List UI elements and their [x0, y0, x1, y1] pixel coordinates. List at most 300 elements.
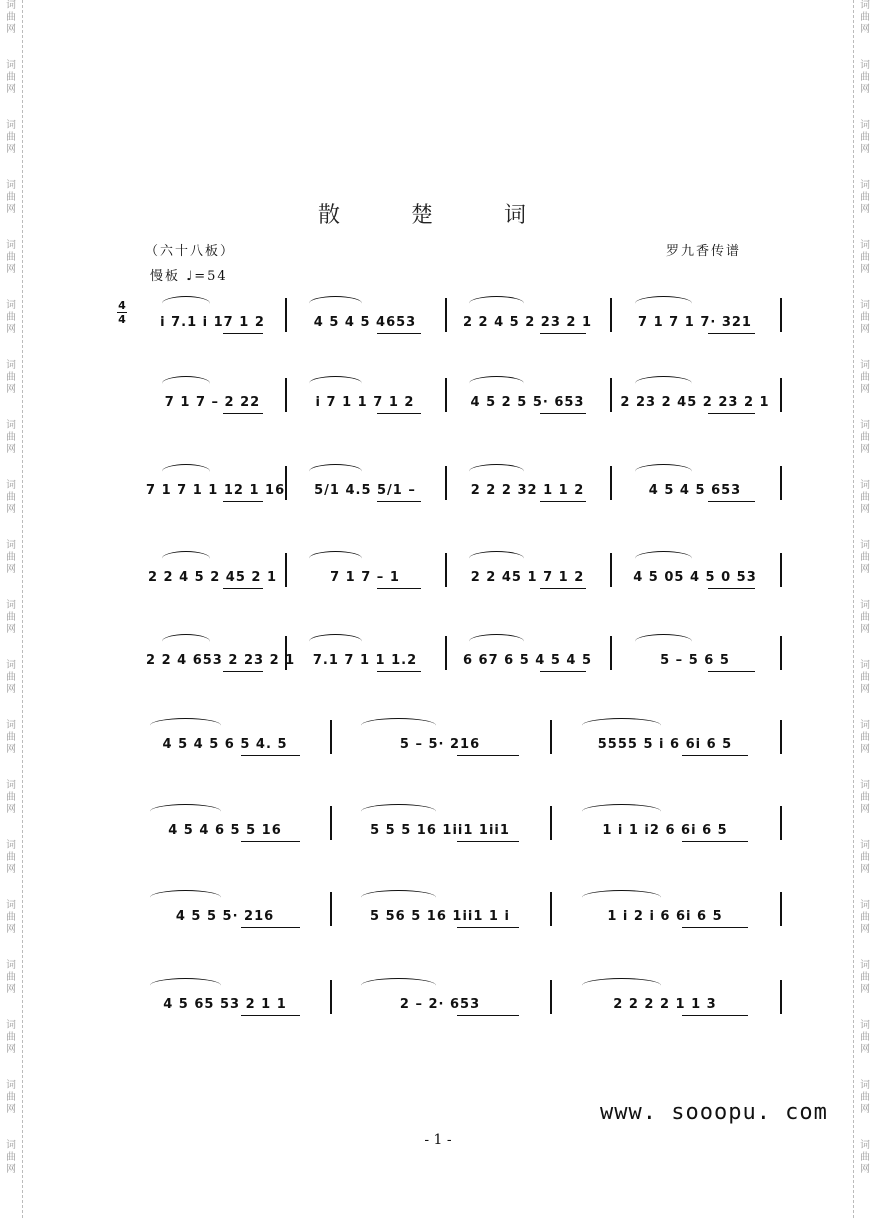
- watermark-char: 曲: [6, 252, 16, 263]
- measure: [336, 972, 544, 1032]
- slur-mark: [162, 464, 210, 479]
- slur-mark: [635, 464, 692, 479]
- watermark-char: 曲: [860, 1152, 870, 1163]
- transmitter-credit: 罗九香传谱: [666, 244, 742, 259]
- beam-underline: [682, 1015, 747, 1016]
- watermark-char: 网: [860, 1164, 870, 1175]
- bar-line: [550, 806, 552, 840]
- slur-mark: [469, 464, 524, 479]
- watermark-char: 曲: [860, 252, 870, 263]
- slur-mark: [150, 718, 221, 733]
- watermark-char: 网: [6, 144, 16, 155]
- watermark-char: 词: [6, 180, 16, 191]
- watermark-char: 词: [6, 240, 16, 251]
- watermark-char: 词: [6, 600, 16, 611]
- watermark-char: 曲: [860, 792, 870, 803]
- slur-mark: [582, 718, 660, 733]
- beam-underline: [708, 413, 755, 414]
- watermark-char: 词: [860, 960, 870, 971]
- watermark-char: 词: [860, 1140, 870, 1151]
- slur-mark: [309, 376, 362, 391]
- watermark-char: 曲: [6, 672, 16, 683]
- beam-underline: [223, 333, 263, 334]
- watermark-char: 曲: [6, 912, 16, 923]
- bar-line: [445, 466, 447, 500]
- watermark-char: 曲: [6, 1032, 16, 1043]
- measure: [556, 712, 774, 772]
- watermark-group: [6, 240, 16, 276]
- watermark-char: 网: [6, 624, 16, 635]
- watermark-char: 网: [860, 504, 870, 515]
- slur-mark: [361, 978, 436, 993]
- watermark-char: 曲: [6, 732, 16, 743]
- slur-mark: [635, 376, 692, 391]
- watermark-char: 网: [860, 24, 870, 35]
- watermark-char: 词: [860, 780, 870, 791]
- bar-line: [610, 298, 612, 332]
- score-row: [0, 370, 876, 436]
- watermark-group: [860, 240, 870, 276]
- watermark-char: 曲: [6, 1152, 16, 1163]
- slur-mark: [150, 804, 221, 819]
- watermark-char: 词: [6, 300, 16, 311]
- slur-mark: [361, 804, 436, 819]
- watermark-char: 曲: [860, 912, 870, 923]
- measure: [336, 712, 544, 772]
- watermark-char: 词: [6, 1080, 16, 1091]
- watermark-char: 网: [860, 204, 870, 215]
- measure-notes: 4 5 2 5 5· 653: [470, 395, 585, 410]
- slur-mark: [635, 551, 692, 566]
- measure: [556, 798, 774, 858]
- measure-notes: 5 – 5 6 5: [660, 653, 730, 668]
- watermark-char: 曲: [860, 972, 870, 983]
- watermark-char: 词: [860, 900, 870, 911]
- watermark-char: 网: [860, 684, 870, 695]
- watermark-char: 网: [6, 744, 16, 755]
- measure: [146, 290, 279, 350]
- watermark-char: 曲: [6, 852, 16, 863]
- watermark-char: 词: [6, 960, 16, 971]
- bar-line: [330, 980, 332, 1014]
- watermark-char: 词: [860, 420, 870, 431]
- watermark-char: 词: [6, 1020, 16, 1031]
- watermark-char: 词: [6, 540, 16, 551]
- beam-underline: [377, 333, 421, 334]
- bar-line: [550, 892, 552, 926]
- watermark-char: 网: [6, 264, 16, 275]
- watermark-char: 网: [860, 564, 870, 575]
- beam-underline: [241, 755, 300, 756]
- beam-underline: [708, 333, 755, 334]
- watermark-char: 曲: [6, 492, 16, 503]
- watermark-char: 网: [860, 144, 870, 155]
- bar-line: [780, 636, 782, 670]
- measure-notes: 7 1 7 – 2 22: [164, 395, 261, 410]
- watermark-char: 词: [860, 660, 870, 671]
- watermark-char: 词: [860, 60, 870, 71]
- watermark-char: 词: [860, 360, 870, 371]
- measure-notes: 1 i 2 i 6 6i 6 5: [607, 909, 723, 924]
- slur-mark: [162, 376, 210, 391]
- slur-mark: [162, 634, 210, 649]
- watermark-char: 曲: [860, 372, 870, 383]
- measure-notes: 4 5 65 53 2 1 1: [163, 997, 287, 1012]
- measure: [146, 628, 296, 688]
- measure: [291, 545, 439, 605]
- measure-notes: 1 i 1 i2 6 6i 6 5: [602, 823, 728, 838]
- bar-line: [610, 636, 612, 670]
- score-row: [0, 290, 876, 356]
- measure: [616, 628, 774, 688]
- slur-mark: [469, 634, 524, 649]
- watermark-char: 曲: [6, 192, 16, 203]
- slur-mark: [309, 464, 362, 479]
- measure: [126, 972, 324, 1032]
- slur-mark: [469, 376, 524, 391]
- bar-line: [780, 466, 782, 500]
- watermark-group: [860, 120, 870, 156]
- measure: [126, 798, 324, 858]
- beam-underline: [457, 927, 519, 928]
- watermark-char: 词: [6, 720, 16, 731]
- measure: [556, 972, 774, 1032]
- measure-notes: 2 2 45 1 7 1 2: [470, 570, 585, 585]
- watermark-char: 曲: [6, 312, 16, 323]
- watermark-char: 曲: [860, 1092, 870, 1103]
- measure: [126, 884, 324, 944]
- beam-underline: [241, 841, 300, 842]
- beam-underline: [223, 413, 263, 414]
- measure-notes: 2 – 2· 653: [399, 997, 481, 1012]
- board-count-label: （六十八板）: [145, 244, 236, 259]
- measure-notes: 2 2 4 5 2 45 2 1: [147, 570, 278, 585]
- measure: [146, 458, 286, 518]
- score-row: [0, 712, 876, 778]
- beam-underline: [377, 413, 421, 414]
- measure: [616, 458, 774, 518]
- watermark-char: 词: [860, 180, 870, 191]
- measure-notes: 2 2 2 2 1 1 3: [613, 997, 717, 1012]
- watermark-char: 网: [6, 324, 16, 335]
- measure-notes: 7 1 7 1 7· 321: [638, 315, 752, 330]
- watermark-char: 网: [860, 864, 870, 875]
- score-title: 散 楚 词: [318, 203, 558, 228]
- slur-mark: [361, 718, 436, 733]
- measure: [556, 884, 774, 944]
- watermark-char: 曲: [6, 972, 16, 983]
- slur-mark: [309, 296, 362, 311]
- measure-notes: 4 5 4 5 653: [648, 483, 742, 498]
- beam-underline: [540, 671, 586, 672]
- bar-line: [285, 553, 287, 587]
- beam-underline: [708, 671, 755, 672]
- watermark-char: 曲: [860, 432, 870, 443]
- watermark-char: 网: [860, 1104, 870, 1115]
- watermark-char: 词: [6, 780, 16, 791]
- measure-notes: 4 5 4 5 6 5 4. 5: [162, 737, 288, 752]
- watermark-char: 曲: [6, 552, 16, 563]
- watermark-char: 词: [860, 1020, 870, 1031]
- bar-line: [445, 378, 447, 412]
- measure-notes: 5 56 5 16 1ii1 1 i: [370, 909, 510, 924]
- measure-notes: 4 5 05 4 5 0 53: [633, 570, 757, 585]
- measure: [451, 370, 604, 430]
- measure: [336, 798, 544, 858]
- watermark-char: 网: [860, 744, 870, 755]
- slur-mark: [309, 551, 362, 566]
- watermark-char: 词: [6, 900, 16, 911]
- measure: [336, 884, 544, 944]
- watermark-char: 网: [860, 1044, 870, 1055]
- slur-mark: [635, 634, 692, 649]
- site-url: www. sooopu. com: [600, 1100, 828, 1125]
- measure-notes: 5 – 5· 216: [399, 737, 481, 752]
- watermark-char: 词: [860, 300, 870, 311]
- measure-notes: i 7 1 1 7 1 2: [315, 395, 415, 410]
- score-row: [0, 628, 876, 694]
- watermark-char: 网: [6, 924, 16, 935]
- slur-mark: [582, 804, 660, 819]
- watermark-char: 网: [860, 624, 870, 635]
- bar-line: [285, 466, 287, 500]
- watermark-group: [860, 1080, 870, 1116]
- measure-notes: 2 2 4 653 2 23 2 1: [146, 653, 296, 668]
- score-row: [0, 458, 876, 524]
- bar-line: [610, 378, 612, 412]
- watermark-char: 网: [6, 84, 16, 95]
- measure-notes: 2 2 2 32 1 1 2: [470, 483, 585, 498]
- measure: [451, 458, 604, 518]
- slur-mark: [469, 296, 524, 311]
- beam-underline: [682, 841, 747, 842]
- watermark-char: 曲: [6, 132, 16, 143]
- bar-line: [780, 378, 782, 412]
- watermark-char: 曲: [6, 792, 16, 803]
- time-signature-bottom: 4: [118, 313, 126, 326]
- measure-notes: 5555 5 i 6 6i 6 5: [597, 737, 733, 752]
- bar-line: [330, 892, 332, 926]
- tempo-marking: 慢板 ♩=54: [150, 269, 228, 284]
- bar-line: [330, 806, 332, 840]
- slur-mark: [162, 551, 210, 566]
- watermark-char: 词: [6, 840, 16, 851]
- watermark-char: 曲: [6, 72, 16, 83]
- slur-mark: [162, 296, 210, 311]
- beam-underline: [223, 588, 263, 589]
- watermark-char: 网: [6, 1044, 16, 1055]
- watermark-char: 网: [860, 84, 870, 95]
- watermark-char: 网: [860, 804, 870, 815]
- beam-underline: [241, 1015, 300, 1016]
- bar-line: [285, 636, 287, 670]
- measure: [146, 545, 279, 605]
- bar-line: [445, 298, 447, 332]
- watermark-char: 曲: [860, 12, 870, 23]
- beam-underline: [223, 501, 263, 502]
- watermark-char: 曲: [860, 552, 870, 563]
- measure-notes: 4 5 4 5 4653: [313, 315, 417, 330]
- measure: [616, 290, 774, 350]
- score-row: [0, 884, 876, 950]
- watermark-char: 曲: [860, 1032, 870, 1043]
- watermark-group: [6, 60, 16, 96]
- watermark-char: 曲: [860, 132, 870, 143]
- measure-notes: 7 1 7 – 1: [330, 570, 400, 585]
- watermark-char: 网: [6, 504, 16, 515]
- watermark-char: 词: [860, 0, 870, 11]
- beam-underline: [540, 413, 586, 414]
- bar-line: [445, 636, 447, 670]
- watermark-char: 词: [6, 1140, 16, 1151]
- measure: [291, 458, 439, 518]
- watermark-group: [860, 0, 870, 36]
- measure: [616, 370, 774, 430]
- watermark-group: [6, 120, 16, 156]
- watermark-char: 网: [860, 444, 870, 455]
- watermark-char: 曲: [6, 12, 16, 23]
- watermark-char: 词: [6, 120, 16, 131]
- bar-line: [330, 720, 332, 754]
- watermark-char: 词: [860, 720, 870, 731]
- watermark-char: 网: [6, 864, 16, 875]
- beam-underline: [457, 841, 519, 842]
- measure: [616, 545, 774, 605]
- watermark-char: 网: [6, 24, 16, 35]
- beam-underline: [708, 501, 755, 502]
- watermark-char: 网: [6, 564, 16, 575]
- watermark-char: 曲: [860, 492, 870, 503]
- slur-mark: [469, 551, 524, 566]
- watermark-char: 曲: [6, 1092, 16, 1103]
- measure-notes: 5 5 5 16 1ii1 1ii1: [370, 823, 510, 838]
- slur-mark: [582, 978, 660, 993]
- beam-underline: [377, 588, 421, 589]
- watermark-char: 词: [6, 60, 16, 71]
- watermark-char: 曲: [860, 192, 870, 203]
- watermark-char: 曲: [6, 432, 16, 443]
- bar-line: [285, 298, 287, 332]
- slur-mark: [309, 634, 362, 649]
- watermark-char: 词: [860, 480, 870, 491]
- bar-line: [610, 553, 612, 587]
- slur-mark: [150, 890, 221, 905]
- slur-mark: [150, 978, 221, 993]
- bar-line: [780, 980, 782, 1014]
- slur-mark: [582, 890, 660, 905]
- measure: [291, 628, 439, 688]
- bar-line: [550, 720, 552, 754]
- measure-notes: 2 2 4 5 2 23 2 1: [462, 315, 593, 330]
- bar-line: [550, 980, 552, 1014]
- bar-line: [445, 553, 447, 587]
- watermark-char: 曲: [860, 732, 870, 743]
- measure-notes: i 7.1 i 17 1 2: [160, 315, 265, 330]
- bar-line: [780, 553, 782, 587]
- bar-line: [780, 806, 782, 840]
- watermark-char: 网: [6, 1164, 16, 1175]
- beam-underline: [223, 671, 263, 672]
- beam-underline: [377, 671, 421, 672]
- bar-line: [285, 378, 287, 412]
- watermark-char: 词: [860, 600, 870, 611]
- score-row: [0, 972, 876, 1038]
- measure-notes: 7 1 7 1 1 12 1 16: [146, 483, 286, 498]
- beam-underline: [377, 501, 421, 502]
- watermark-char: 网: [6, 444, 16, 455]
- time-signature-top: 4: [118, 299, 126, 312]
- beam-underline: [682, 755, 747, 756]
- watermark-char: 词: [6, 360, 16, 371]
- beam-underline: [540, 333, 586, 334]
- bar-line: [780, 298, 782, 332]
- measure-notes: 5/1 4.5 5/1 –: [314, 483, 416, 498]
- watermark-char: 词: [6, 420, 16, 431]
- watermark-char: 曲: [860, 612, 870, 623]
- measure-notes: 2 23 2 45 2 23 2 1: [620, 395, 770, 410]
- measure: [451, 545, 604, 605]
- watermark-char: 曲: [860, 72, 870, 83]
- watermark-group: [6, 1080, 16, 1116]
- measure: [291, 290, 439, 350]
- beam-underline: [457, 755, 519, 756]
- measure-notes: 4 5 5 5· 216: [175, 909, 275, 924]
- watermark-char: 网: [860, 984, 870, 995]
- beam-underline: [682, 927, 747, 928]
- watermark-char: 网: [6, 1104, 16, 1115]
- beam-underline: [241, 927, 300, 928]
- bar-line: [780, 720, 782, 754]
- measure-notes: 6 67 6 5 4 5 4 5: [462, 653, 593, 668]
- measure: [291, 370, 439, 430]
- measure: [146, 370, 279, 430]
- watermark-char: 曲: [6, 612, 16, 623]
- beam-underline: [540, 501, 586, 502]
- measure-notes: 4 5 4 6 5 5 16: [168, 823, 282, 838]
- watermark-char: 词: [860, 1080, 870, 1091]
- watermark-char: 网: [860, 264, 870, 275]
- watermark-char: 词: [6, 480, 16, 491]
- watermark-char: 网: [6, 384, 16, 395]
- watermark-char: 词: [6, 0, 16, 11]
- watermark-char: 曲: [6, 372, 16, 383]
- measure: [126, 712, 324, 772]
- watermark-char: 词: [860, 840, 870, 851]
- beam-underline: [457, 1015, 519, 1016]
- slur-mark: [635, 296, 692, 311]
- bar-line: [780, 892, 782, 926]
- watermark-char: 网: [6, 804, 16, 815]
- watermark-char: 网: [860, 924, 870, 935]
- watermark-char: 词: [860, 240, 870, 251]
- beam-underline: [540, 588, 586, 589]
- watermark-char: 网: [6, 684, 16, 695]
- beam-underline: [708, 588, 755, 589]
- watermark-char: 词: [860, 120, 870, 131]
- watermark-char: 词: [6, 660, 16, 671]
- watermark-char: 网: [6, 204, 16, 215]
- measure: [451, 290, 604, 350]
- watermark-char: 网: [860, 324, 870, 335]
- bar-line: [610, 466, 612, 500]
- score-row: [0, 798, 876, 864]
- measure: [451, 628, 604, 688]
- watermark-group: [860, 60, 870, 96]
- page-number: - 1 -: [424, 1132, 452, 1148]
- watermark-char: 曲: [860, 672, 870, 683]
- watermark-group: [6, 0, 16, 36]
- watermark-char: 网: [6, 984, 16, 995]
